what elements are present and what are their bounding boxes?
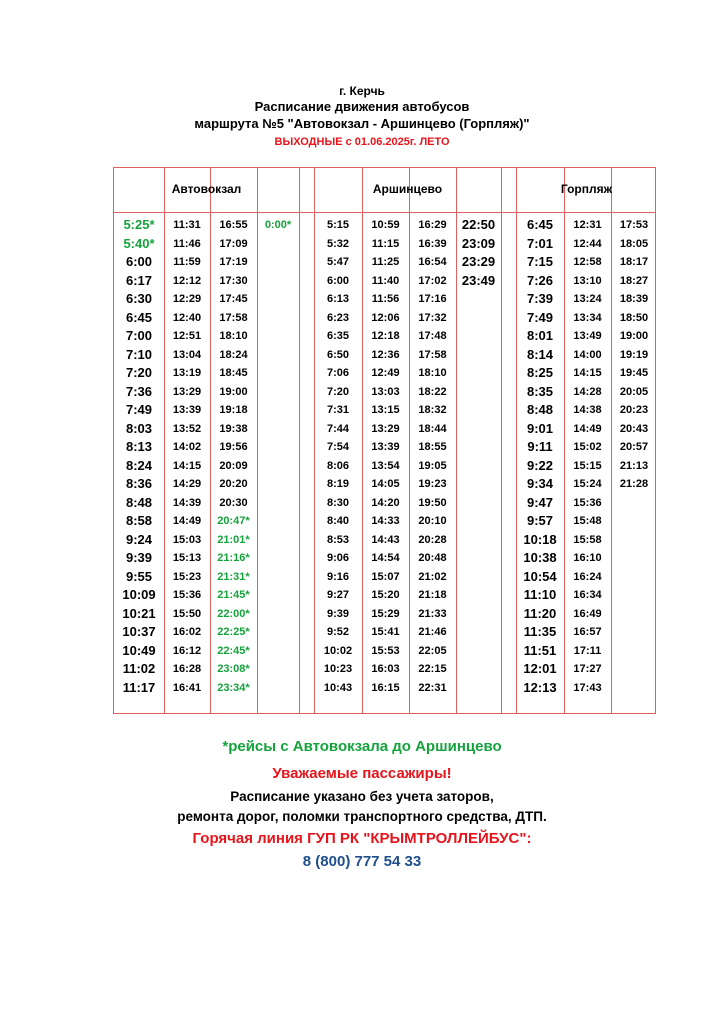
departure-time: 8:36: [125, 476, 153, 491]
departure-time: 14:00: [573, 348, 602, 361]
departure-time: 18:05: [619, 237, 649, 250]
departure-time: 16:29: [418, 219, 447, 231]
departure-time: 10:59: [371, 219, 400, 231]
departure-time: 9:55: [125, 568, 153, 584]
departure-time: 19:56: [219, 441, 248, 453]
departure-time: 13:29: [371, 422, 400, 435]
departure-time: 5:40*: [123, 235, 155, 251]
departure-time: 6:00: [326, 274, 350, 287]
greeting: Уважаемые пассажиры!: [272, 765, 452, 782]
departure-time: 5:47: [326, 256, 350, 268]
departure-time: 10:37: [122, 624, 156, 639]
disclaimer-line-2: ремонта дорог, поломки транспортного средства, ДТП.: [177, 809, 547, 824]
departure-time: 20:28: [418, 533, 447, 546]
departure-time: 17:09: [219, 237, 248, 250]
departure-time: 19:19: [619, 348, 649, 361]
departure-time: 8:03: [125, 420, 153, 436]
departure-time: 16:10: [573, 552, 602, 564]
times-column: [314, 216, 362, 697]
departure-time: 8:25: [526, 365, 554, 380]
departure-time: 18:24: [219, 348, 248, 361]
departure-time: 9:52: [326, 626, 350, 638]
departure-time: 11:40: [371, 274, 400, 287]
departure-time: 22:05: [418, 644, 447, 657]
departure-time: 6:50: [326, 348, 350, 361]
departure-time: 14:29: [172, 478, 202, 490]
times-column: [611, 216, 657, 494]
departure-time: 18:10: [219, 330, 248, 342]
departure-time: 23:34*: [217, 681, 250, 694]
departure-time: 16:02: [172, 626, 202, 638]
departure-time: 17:45: [219, 293, 248, 305]
departure-time: 17:27: [573, 663, 602, 675]
departure-time: 14:20: [371, 496, 400, 509]
departure-time: 17:02: [418, 274, 447, 287]
departure-time: 16:03: [371, 663, 400, 675]
departure-time: 7:20: [326, 385, 350, 398]
departure-time: 8:13: [125, 439, 153, 454]
departure-time: 7:26: [526, 272, 554, 288]
departure-time: 22:15: [418, 663, 447, 675]
departure-time: 14:43: [371, 533, 400, 546]
departure-time: 18:22: [418, 385, 447, 398]
departure-time: 8:48: [125, 494, 153, 510]
times-column: [362, 216, 409, 697]
departure-time: 16:57: [573, 626, 602, 638]
departure-time: 6:17: [125, 272, 153, 288]
departure-time: 16:28: [172, 663, 202, 675]
departure-time: 13:49: [573, 330, 602, 342]
departure-time: 6:45: [125, 309, 153, 325]
departure-time: 9:39: [326, 607, 350, 620]
route-title: маршрута №5 "Автовокзал - Аршинцево (Горпляж)": [194, 116, 530, 131]
departure-time: 9:57: [526, 513, 554, 528]
departure-time: 15:36: [573, 496, 602, 509]
departure-time: 8:19: [326, 478, 350, 490]
departure-time: 0:00*: [264, 219, 292, 231]
departure-time: 20:57: [619, 441, 649, 453]
departure-time: 13:39: [371, 441, 400, 453]
departure-time: 11:51: [523, 642, 557, 658]
departure-time: 11:46: [173, 237, 201, 250]
departure-time: 10:54: [523, 568, 557, 584]
departure-time: 9:22: [526, 457, 554, 473]
departure-time: 23:09: [461, 235, 496, 251]
departure-time: 20:43: [619, 422, 649, 435]
departure-time: 21:18: [418, 589, 447, 601]
departure-time: 11:56: [371, 293, 400, 305]
departure-time: 10:02: [323, 644, 353, 657]
departure-time: 13:52: [172, 422, 202, 435]
departure-time: 20:30: [219, 496, 248, 509]
departure-time: 8:48: [526, 402, 554, 417]
departure-time: 8:01: [526, 328, 554, 343]
departure-time: 18:50: [619, 311, 649, 324]
departure-time: 17:53: [619, 219, 649, 231]
departure-time: 10:43: [323, 681, 353, 694]
departure-time: 16:12: [172, 644, 202, 657]
departure-time: 15:29: [371, 607, 400, 620]
times-column: [516, 216, 564, 697]
departure-time: 21:13: [619, 459, 649, 472]
station-header-gorplyazh: Горпляж: [560, 182, 613, 196]
departure-time: 19:05: [418, 459, 447, 472]
city-title: г. Керчь: [339, 84, 385, 98]
departure-time: 13:54: [371, 459, 400, 472]
departure-time: 9:39: [125, 550, 153, 565]
departure-time: 7:10: [125, 346, 153, 362]
departure-time: 13:24: [573, 293, 602, 305]
departure-time: 10:23: [323, 663, 353, 675]
departure-time: 8:35: [526, 383, 554, 399]
departure-time: 20:48: [418, 552, 447, 564]
departure-time: 21:16*: [217, 552, 250, 564]
departure-time: 18:27: [619, 274, 649, 287]
departure-time: 6:00: [125, 254, 153, 269]
departure-time: 15:20: [371, 589, 400, 601]
departure-time: 15:50: [172, 607, 202, 620]
departure-time: 20:09: [219, 459, 248, 472]
departure-time: 7:49: [526, 309, 554, 325]
departure-time: 7:44: [326, 422, 350, 435]
departure-time: 19:00: [219, 385, 248, 398]
departure-time: 12:29: [172, 293, 202, 305]
grid-line: [501, 168, 502, 713]
departure-time: 8:30: [326, 496, 350, 509]
times-column: [114, 216, 164, 697]
departure-time: 6:45: [526, 217, 554, 232]
departure-time: 13:34: [573, 311, 602, 324]
times-column: [210, 216, 257, 697]
departure-time: 5:15: [326, 219, 350, 231]
grid-line: [257, 168, 258, 713]
times-column: [164, 216, 210, 697]
departure-time: 22:25*: [217, 626, 250, 638]
departure-time: 9:11: [527, 439, 553, 454]
departure-time: 14:33: [371, 515, 400, 527]
departure-time: 17:30: [219, 274, 248, 287]
departure-time: 19:18: [219, 404, 248, 416]
departure-time: 14:02: [172, 441, 202, 453]
departure-time: 8:24: [125, 457, 153, 473]
departure-time: 14:38: [573, 404, 602, 416]
hotline-label: Горячая линия ГУП РК "КРЫМТРОЛЛЕЙБУС":: [192, 830, 532, 847]
departure-time: 9:24: [125, 531, 153, 547]
departure-time: 20:05: [619, 385, 649, 398]
departure-time: 21:28: [619, 478, 649, 490]
departure-time: 19:38: [219, 422, 248, 435]
schedule-title: Расписание движения автобусов: [254, 99, 470, 114]
departure-time: 15:07: [371, 570, 400, 583]
departure-time: 15:02: [573, 441, 602, 453]
station-header-arshintsevo: Аршинцево: [372, 182, 443, 196]
departure-time: 5:32: [326, 237, 350, 250]
departure-time: 16:49: [573, 607, 602, 620]
departure-time: 19:50: [418, 496, 447, 509]
departure-time: 20:47*: [217, 515, 250, 527]
departure-time: 7:20: [125, 365, 153, 380]
departure-time: 19:00: [619, 330, 649, 342]
departure-time: 14:49: [172, 515, 202, 527]
departure-time: 11:35: [523, 624, 557, 639]
departure-time: 17:43: [573, 681, 602, 694]
departure-time: 13:39: [172, 404, 202, 416]
departure-time: 7:54: [326, 441, 350, 453]
disclaimer-line-1: Расписание указано без учета заторов,: [230, 789, 494, 804]
departure-time: 15:24: [573, 478, 602, 490]
departure-time: 6:35: [326, 330, 350, 342]
departure-time: 12:31: [573, 219, 602, 231]
departure-time: 15:53: [371, 644, 400, 657]
departure-time: 12:58: [573, 256, 602, 268]
departure-time: 14:15: [573, 367, 602, 379]
departure-time: 23:08*: [217, 663, 250, 675]
departure-time: 12:44: [573, 237, 602, 250]
departure-time: 9:27: [326, 589, 350, 601]
departure-time: 12:40: [172, 311, 202, 324]
departure-time: 22:45*: [217, 644, 250, 657]
times-column: [257, 216, 299, 235]
departure-time: 7:15: [526, 254, 554, 269]
departure-time: 17:19: [219, 256, 248, 268]
departure-time: 11:15: [371, 237, 400, 250]
departure-time: 20:10: [418, 515, 447, 527]
departure-time: 19:45: [619, 367, 649, 379]
validity-line: ВЫХОДНЫЕ с 01.06.2025г. ЛЕТО: [274, 136, 450, 148]
departure-time: 16:24: [573, 570, 602, 583]
departure-time: 8:58: [125, 513, 153, 528]
departure-time: 6:13: [326, 293, 350, 305]
departure-time: 7:31: [326, 404, 350, 416]
departure-time: 12:36: [371, 348, 400, 361]
departure-time: 23:29: [461, 254, 496, 269]
departure-time: 15:58: [573, 533, 602, 546]
departure-time: 7:39: [526, 291, 554, 306]
departure-time: 13:04: [172, 348, 202, 361]
departure-time: 21:31*: [217, 570, 250, 583]
departure-time: 16:41: [172, 681, 202, 694]
departure-time: 14:05: [371, 478, 400, 490]
departure-time: 13:29: [172, 385, 202, 398]
departure-time: 11:20: [523, 605, 557, 621]
departure-time: 8:40: [326, 515, 350, 527]
footnote: *рейсы с Автовокзала до Аршинцево: [222, 738, 502, 755]
departure-time: 12:49: [371, 367, 400, 379]
departure-time: 12:01: [523, 661, 557, 676]
departure-time: 22:00*: [217, 607, 250, 620]
departure-time: 10:21: [122, 605, 156, 621]
departure-time: 22:31: [418, 681, 447, 694]
departure-time: 7:06: [326, 367, 350, 379]
departure-time: 14:28: [573, 385, 602, 398]
departure-time: 15:41: [371, 626, 400, 638]
departure-time: 14:15: [172, 459, 202, 472]
times-column: [409, 216, 456, 697]
departure-time: 8:53: [326, 533, 350, 546]
departure-time: 12:13: [523, 679, 557, 695]
departure-time: 12:06: [371, 311, 400, 324]
departure-time: 15:15: [573, 459, 602, 472]
departure-time: 11:10: [523, 587, 557, 602]
departure-time: 17:32: [418, 311, 447, 324]
departure-time: 5:25*: [123, 217, 155, 232]
departure-time: 13:10: [573, 274, 602, 287]
times-column: [564, 216, 611, 697]
departure-time: 20:20: [219, 478, 248, 490]
departure-time: 17:11: [573, 644, 602, 657]
departure-time: 7:01: [526, 235, 554, 251]
departure-time: 12:51: [172, 330, 202, 342]
departure-time: 15:03: [172, 533, 202, 546]
departure-time: 17:16: [418, 293, 447, 305]
departure-time: 7:49: [125, 402, 153, 417]
departure-time: 10:09: [122, 587, 156, 602]
departure-time: 16:39: [418, 237, 447, 250]
departure-time: 18:44: [418, 422, 447, 435]
departure-time: 14:49: [573, 422, 602, 435]
departure-time: 19:23: [418, 478, 447, 490]
departure-time: 21:46: [418, 626, 447, 638]
station-header-avtovokzal: Автовокзал: [171, 182, 242, 196]
header-divider: [114, 212, 655, 213]
departure-time: 10:38: [523, 550, 557, 565]
departure-time: 11:02: [122, 661, 156, 676]
departure-time: 18:10: [418, 367, 447, 379]
departure-time: 13:19: [172, 367, 202, 379]
departure-time: 18:55: [418, 441, 447, 453]
departure-time: 13:15: [371, 404, 400, 416]
departure-time: 21:01*: [217, 533, 250, 546]
departure-time: 15:23: [172, 570, 202, 583]
departure-time: 7:00: [125, 328, 153, 343]
departure-time: 22:50: [461, 217, 496, 232]
departure-time: 18:45: [219, 367, 248, 379]
departure-time: 13:03: [371, 385, 400, 398]
departure-time: 21:33: [418, 607, 447, 620]
departure-time: 16:54: [418, 256, 447, 268]
departure-time: 12:12: [172, 274, 202, 287]
departure-time: 9:06: [326, 552, 350, 564]
departure-time: 11:25: [371, 256, 400, 268]
departure-time: 20:23: [619, 404, 649, 416]
departure-time: 9:16: [326, 570, 350, 583]
grid-line: [299, 168, 300, 713]
departure-time: 18:17: [619, 256, 649, 268]
departure-time: 21:45*: [217, 589, 250, 601]
departure-time: 7:36: [125, 383, 153, 399]
departure-time: 6:30: [125, 291, 153, 306]
departure-time: 15:13: [172, 552, 202, 564]
departure-time: 6:23: [326, 311, 350, 324]
departure-time: 14:39: [172, 496, 202, 509]
departure-time: 17:48: [418, 330, 447, 342]
departure-time: 10:18: [523, 531, 557, 547]
departure-time: 15:48: [573, 515, 602, 527]
departure-time: 21:02: [418, 570, 447, 583]
departure-time: 14:54: [371, 552, 400, 564]
departure-time: 11:31: [173, 219, 201, 231]
departure-time: 15:36: [172, 589, 202, 601]
departure-time: 9:01: [526, 420, 554, 436]
departure-time: 8:06: [326, 459, 350, 472]
departure-time: 9:47: [526, 494, 554, 510]
departure-time: 11:17: [122, 679, 156, 695]
departure-time: 16:55: [219, 219, 248, 231]
departure-time: 18:39: [619, 293, 649, 305]
departure-time: 23:49: [461, 272, 496, 288]
departure-time: 17:58: [418, 348, 447, 361]
departure-time: 17:58: [219, 311, 248, 324]
departure-time: 16:34: [573, 589, 602, 601]
departure-time: 8:14: [526, 346, 554, 362]
departure-time: 16:15: [371, 681, 400, 694]
departure-time: 9:34: [526, 476, 554, 491]
hotline-phone: 8 (800) 777 54 33: [302, 853, 422, 870]
departure-time: 11:59: [173, 256, 201, 268]
timetable-grid: [113, 167, 656, 714]
departure-time: 12:18: [371, 330, 400, 342]
times-column: [456, 216, 501, 290]
departure-time: 18:32: [418, 404, 447, 416]
departure-time: 10:49: [122, 642, 156, 658]
